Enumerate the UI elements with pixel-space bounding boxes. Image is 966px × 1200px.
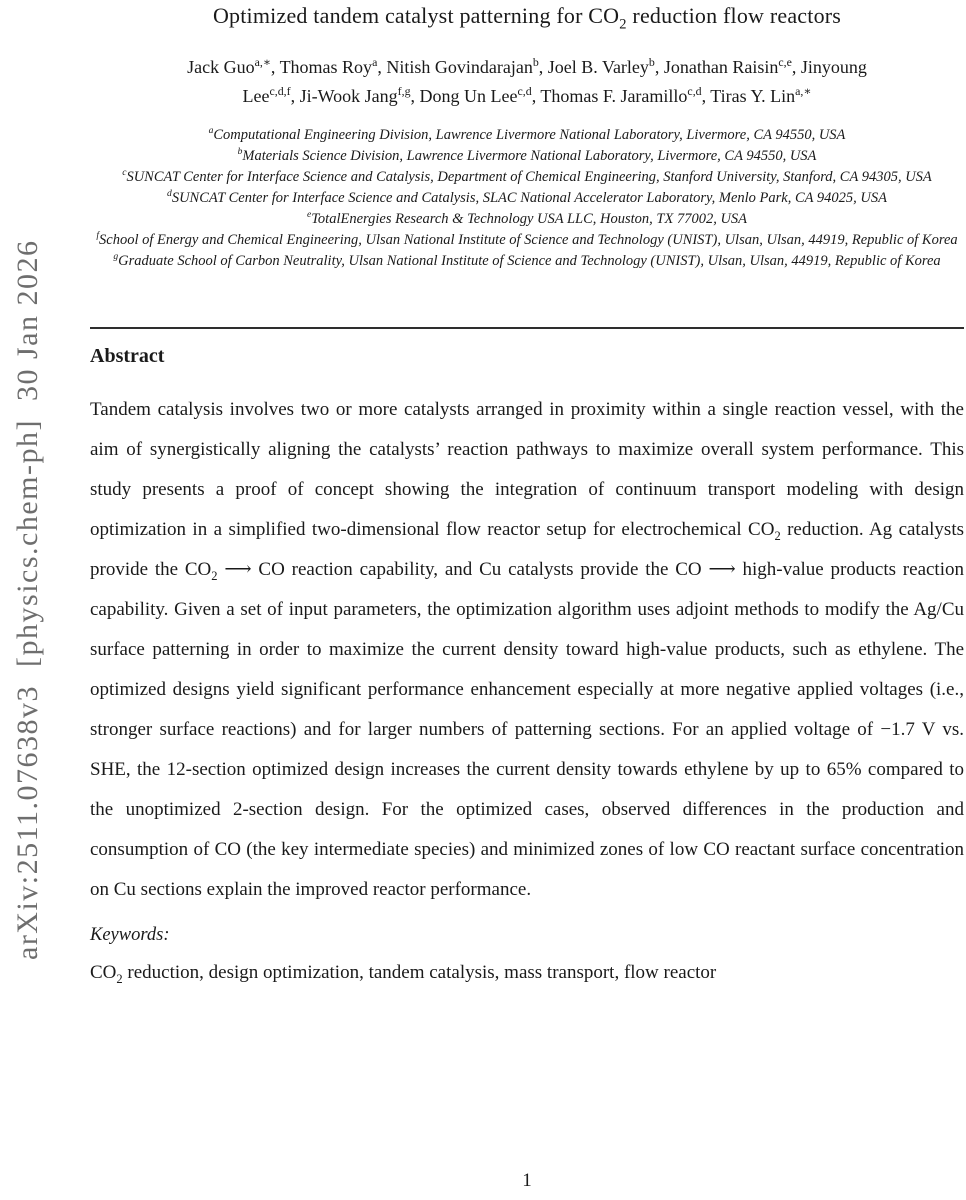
affiliation-item: $^d$SUNCAT Center for Interface Science and Catalysis, SLAC National Accelerator Laboratory, Menlo Park, CA 94025, USA [167,188,887,206]
affiliation-item: $^a$Computational Engineering Division, Lawrence Livermore National Laboratory, Livermore, CA 94550, USA [208,125,846,143]
affiliation-item: $^c$SUNCAT Center for Interface Science and Catalysis, Department of Chemical Engineering, Stanford University, Stanford, CA 94305, USA [122,167,932,185]
affiliation-item: $^f$School of Energy and Chemical Engineering, Ulsan National Institute of Science and Technology (UNIST), Ulsan, Ulsan, 44919, Republic of Korea [96,230,958,248]
keywords-text: $CO_2$ reduction, design optimization, tandem catalysis, mass transport, flow reactor [90,962,717,986]
affiliation-item: $^g$Graduate School of Carbon Neutrality, Ulsan National Institute of Science and Technology (UNIST), Ulsan, Ulsan, 44919, Republic of Korea [113,251,941,269]
abstract-divider-rule [90,327,964,329]
author-line: Jack Guo$^{a,∗}$, Thomas Roy$^a$, Nitish Govindarajan$^b$, Joel B. Varley$^b$, Jonathan Raisin$^{c,e}$, Jinyoung [187,55,867,77]
affiliation-item: $^b$Materials Science Division, Lawrence Livermore National Laboratory, Livermore, CA 94550, USA [237,146,817,164]
paper-content [90,0,964,992]
affiliation-block [90,125,964,272]
keywords-label: Keywords: [90,925,170,945]
abstract-text: Tandem catalysis involves two or more catalysts arranged in proximity within a single reaction vessel, with the aim of synergistically aligning the catalysts’ reaction pathways to maximize overall system performance. This study presents a proof of concept showing the integration of continuum transport modeling with design optimization in a simplified two-dimensional flow reactor setup for electrochemical $CO_2$ reduction. Ag catalysts provide the $CO_2$ ⟶ CO reaction capability, and Cu catalysts provide the CO ⟶ high-value products reaction capability. Given a set of input parameters, the optimization algorithm uses adjoint methods to modify the Ag/Cu surface patterning in order to maximize the current density toward high-value products, such as ethylene. The optimized designs yield significant performance enhancement especially at more negative applied voltages (i.e., stronger surface reactions) and for larger numbers of patterning sections. For an applied voltage of −1.7 V vs. SHE, the 12-section optimized design increases the current density towards ethylene by up to 65% compared to the unoptimized 2-section design. For the optimized cases, observed differences in the production and consumption of CO (the key intermediate species) and minimized zones of low CO reactant surface concentration on Cu sections explain the improved reactor performance. [90,399,964,900]
abstract-heading: Abstract [90,345,165,367]
author-line: Lee$^{c,d,f}$, Ji-Wook Jang$^{f,g}$, Dong Un Lee$^{c,d}$, Thomas F. Jaramillo$^{c,d}$, Tiras Y. Lin$^{a,∗}$ [242,84,812,106]
paper-title: Optimized tandem catalyst patterning for $CO_2$ reduction flow reactors [212,3,842,33]
arxiv-watermark: arXiv:2511.07638v3 [physics.chem-ph] 30 Jan 2026 [11,239,44,961]
page-number: 1 [522,1170,532,1191]
affiliation-item: $^e$TotalEnergies Research & Technology USA LLC, Houston, TX 77002, USA [306,209,748,227]
author-block [90,53,964,111]
